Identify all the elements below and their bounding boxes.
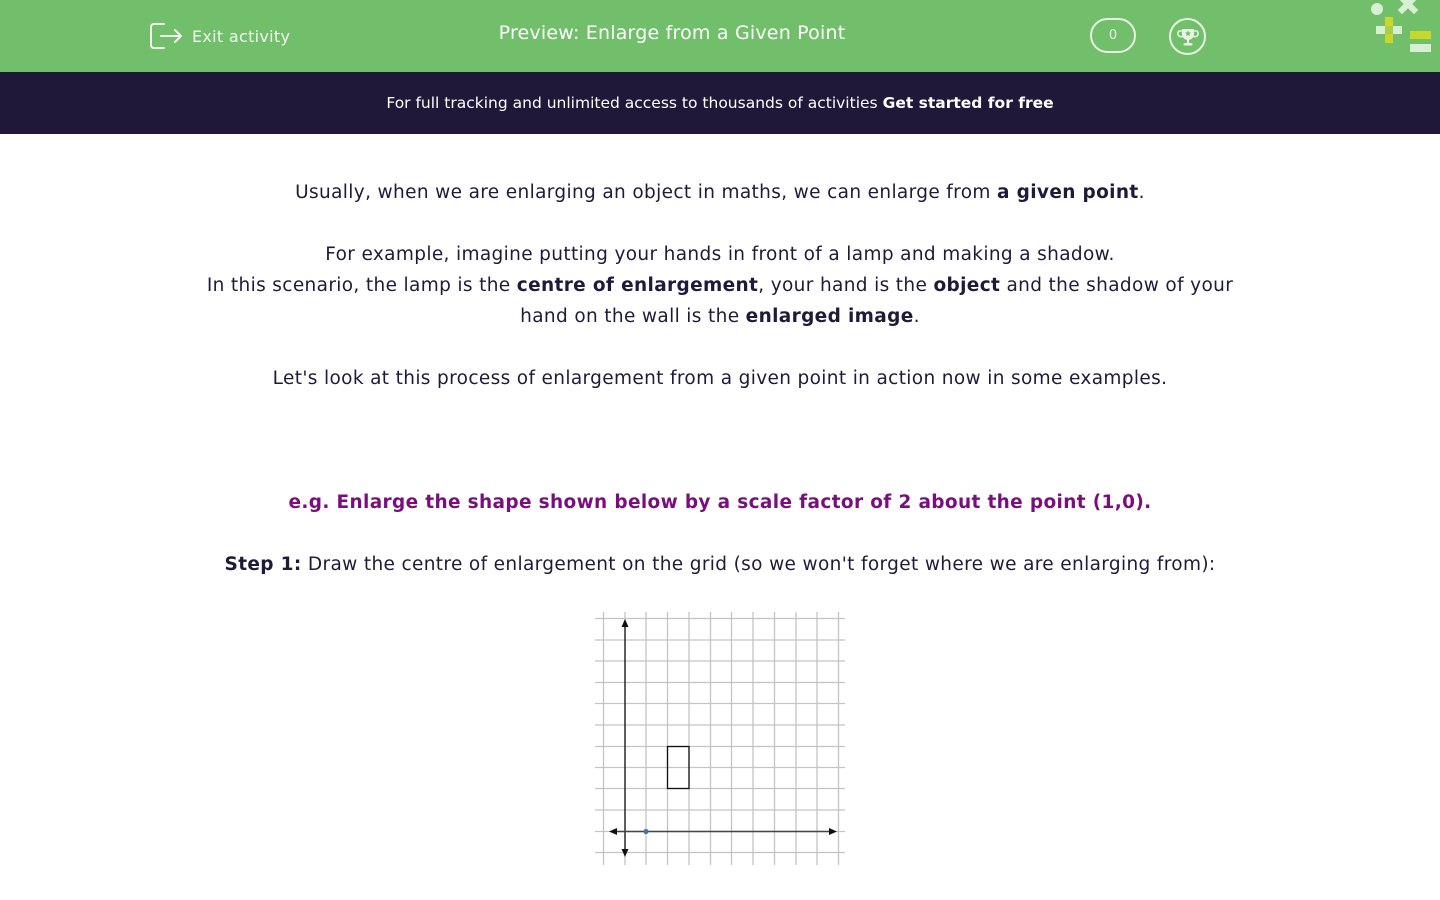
step-1-text: Draw the centre of enlargement on the grid (so we won't forget where we are enlarging from): bbox=[301, 554, 1216, 575]
term-enlarged-image: enlarged image bbox=[745, 306, 914, 327]
text-segment: hand on the wall is the bbox=[520, 306, 746, 327]
grid-diagram bbox=[590, 605, 850, 870]
step-1-instruction bbox=[0, 549, 1440, 580]
term-centre-of-enlargement: centre of enlargement bbox=[516, 275, 759, 296]
promo-text: For full tracking and unlimited access to thousands of activities bbox=[386, 94, 878, 112]
score-badge bbox=[1090, 18, 1136, 53]
step-1-label: Step 1: bbox=[224, 554, 302, 575]
top-bar bbox=[0, 0, 1440, 72]
lamp-paragraph-line2 bbox=[0, 270, 1440, 301]
page-title: Preview: Enlarge from a Given Point bbox=[498, 22, 846, 44]
promo-banner bbox=[0, 72, 1440, 134]
text-segment: . bbox=[913, 306, 920, 327]
intro-end: . bbox=[1138, 182, 1145, 203]
lamp-paragraph-line1: For example, imagine putting your hands in front of a lamp and making a shadow. bbox=[325, 244, 1115, 265]
exit-activity-label: Exit activity bbox=[192, 26, 291, 46]
intro-text: Usually, when we are enlarging an object in maths, we can enlarge from bbox=[295, 182, 997, 203]
trophy-icon bbox=[1177, 26, 1199, 48]
get-started-link[interactable]: Get started for free bbox=[882, 94, 1054, 112]
lamp-paragraph-line3 bbox=[0, 301, 1440, 332]
math-symbols-logo-icon bbox=[1366, 0, 1440, 60]
trophy-button[interactable] bbox=[1169, 18, 1206, 55]
examples-intro: Let's look at this process of enlargement from a given point in action now in some examples. bbox=[272, 368, 1168, 389]
text-segment: and the shadow of your bbox=[1000, 275, 1234, 296]
term-object: object bbox=[933, 275, 1001, 296]
coordinate-grid bbox=[590, 605, 850, 870]
centre-of-enlargement-point bbox=[643, 829, 648, 834]
score-value: 0 bbox=[1108, 28, 1118, 43]
text-segment: , your hand is the bbox=[758, 275, 934, 296]
text-segment: In this scenario, the lamp is the bbox=[206, 275, 517, 296]
example-question: e.g. Enlarge the shape shown below by a scale factor of 2 about the point (1,0). bbox=[288, 492, 1152, 513]
intro-paragraph bbox=[0, 177, 1440, 208]
intro-bold: a given point bbox=[997, 182, 1139, 203]
